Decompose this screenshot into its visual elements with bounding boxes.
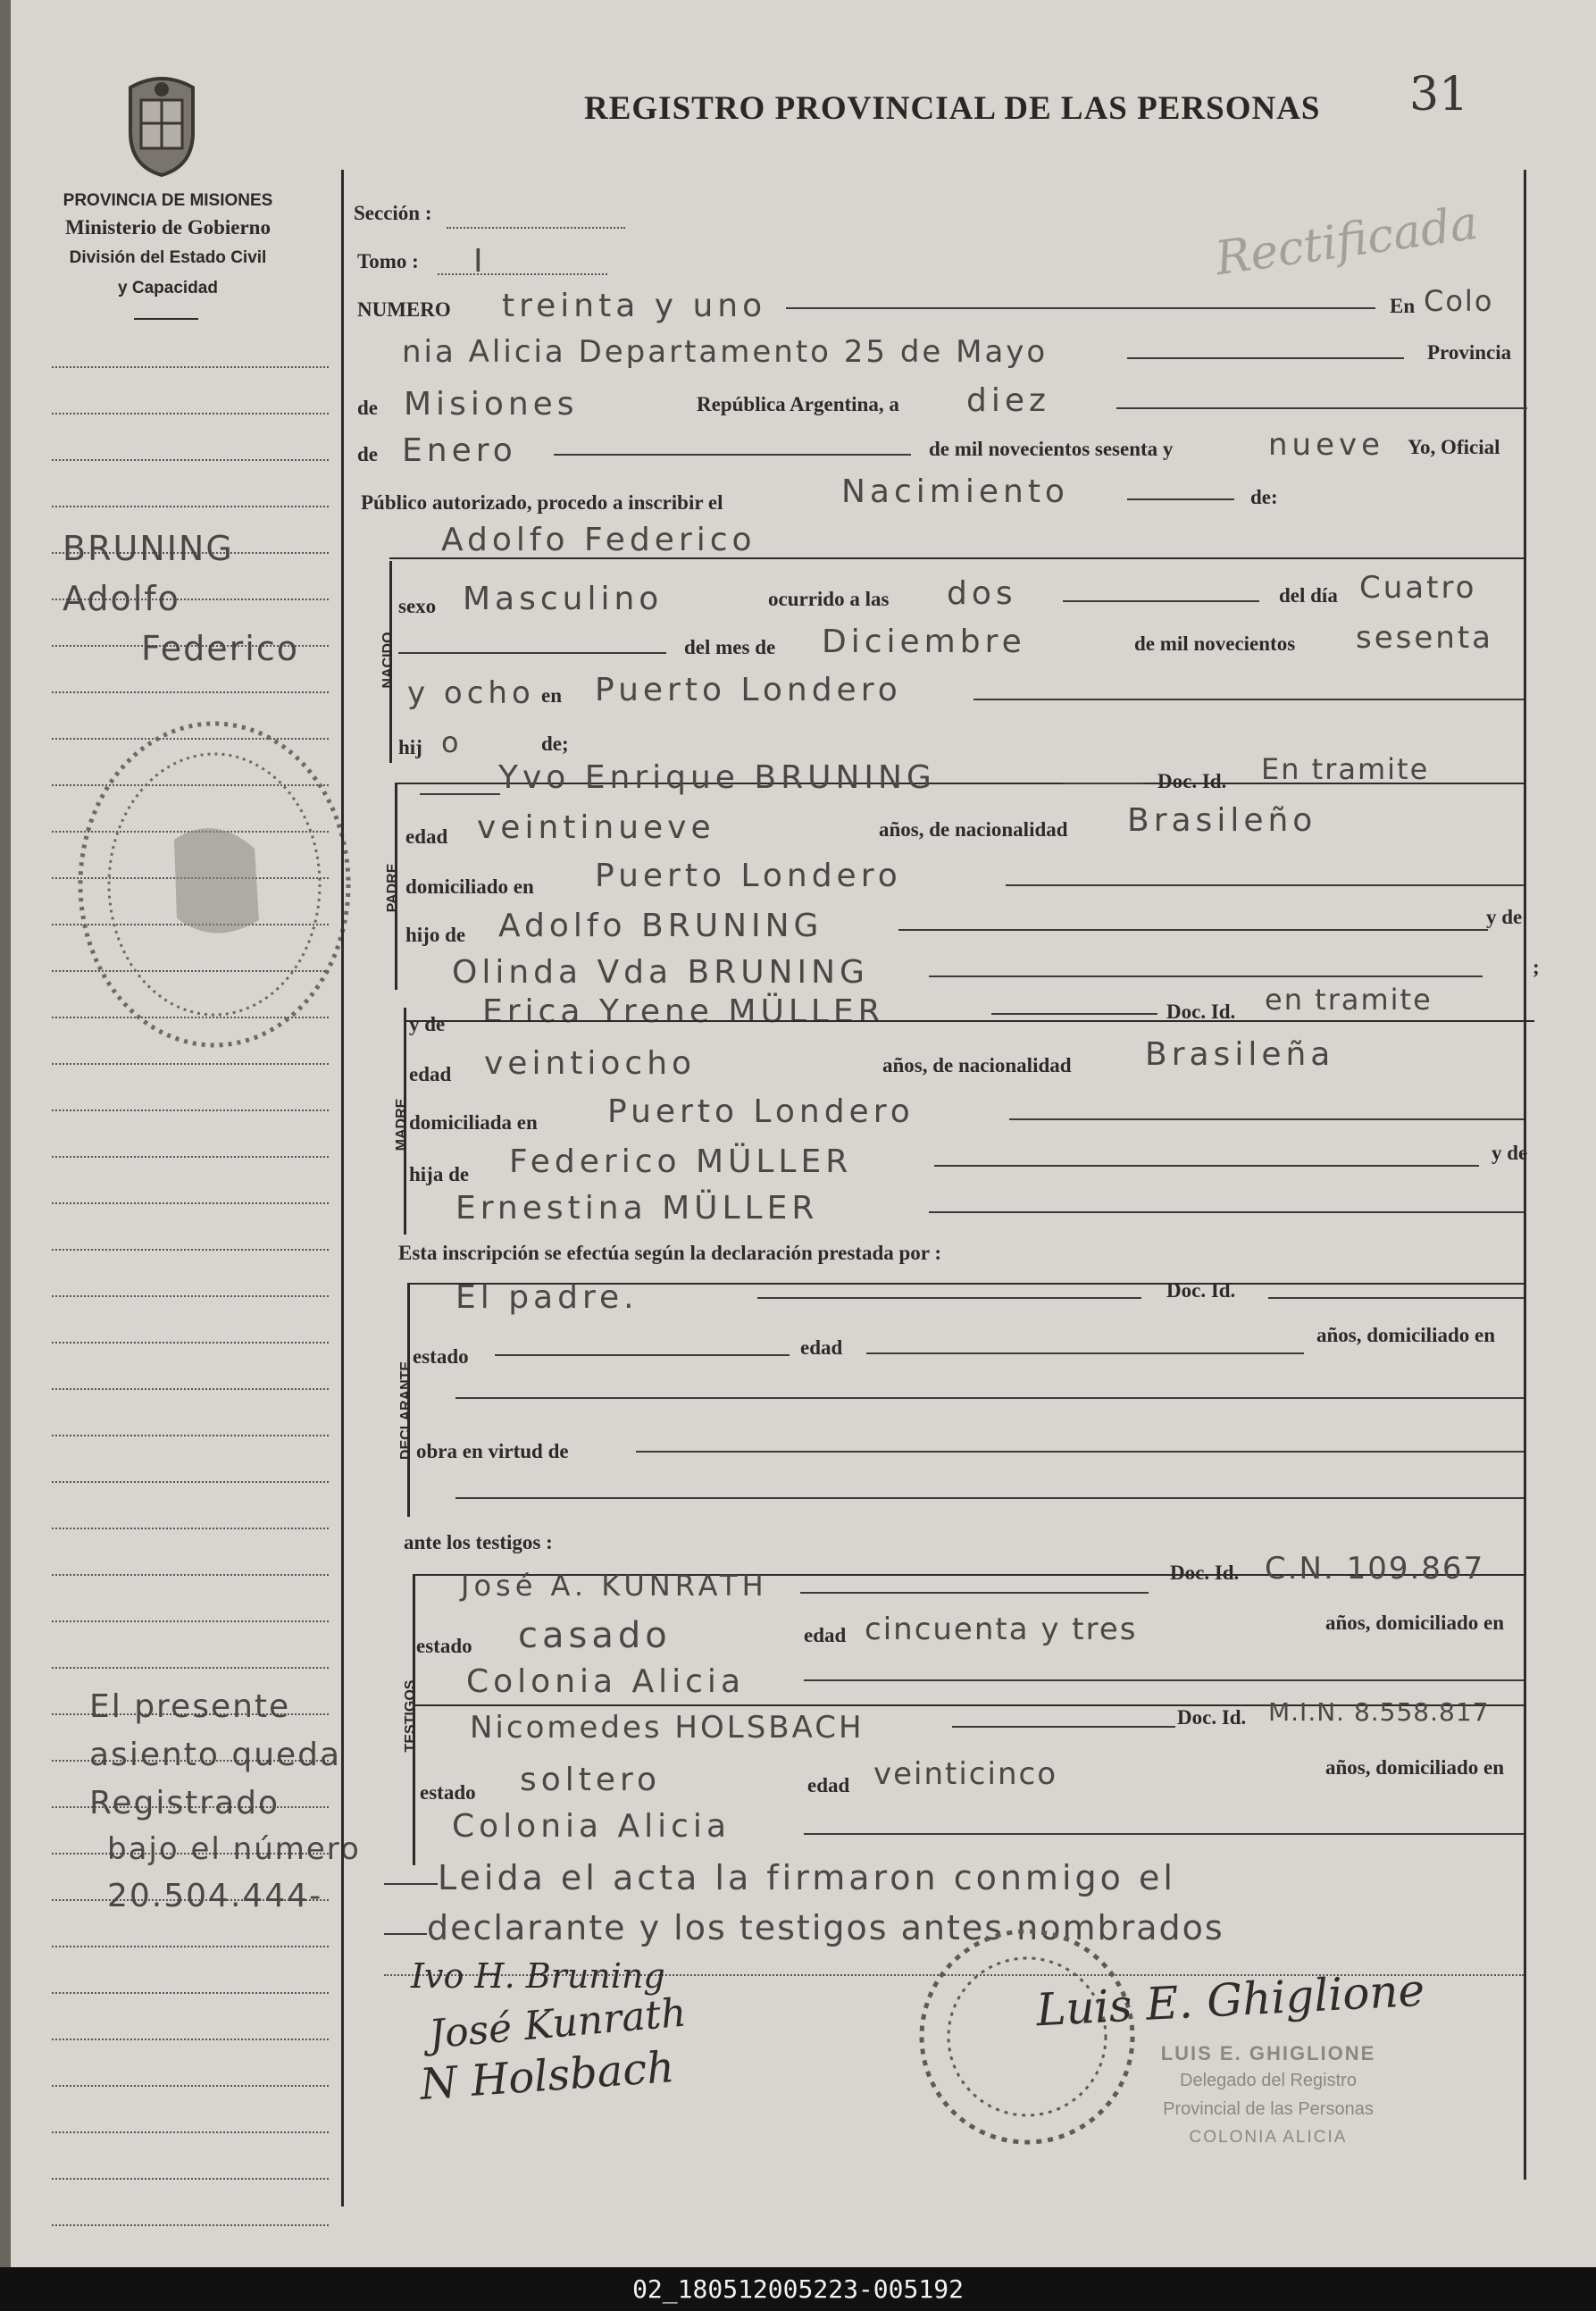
sexo-value: Masculino [463,581,664,617]
numero-label: NUMERO [357,298,451,321]
madre-edad-label: edad [409,1063,452,1085]
anio-value: nueve [1268,427,1385,463]
lugar-value: Puerto Londero [595,672,902,708]
publico-label: Público autorizado, procedo a inscribir el [361,491,723,514]
madre-y-de-label2: y de [1492,1142,1528,1164]
madre-top-line [404,1020,1534,1022]
madre-dom-value: Puerto Londero [607,1093,915,1130]
dia-value: Cuatro [1359,570,1477,606]
fecha-dia-value: diez [966,382,1050,419]
margin-surname: BRUNING [63,529,234,568]
margin-note-line2: asiento queda [89,1737,342,1773]
frame-right-line [1524,170,1526,2180]
oficial-label: Yo, Oficial [1408,436,1500,458]
closing-lead2 [384,1933,427,1935]
testigo1-doc-label: Doc. Id. [1170,1562,1240,1584]
madre-nac-label: años, de nacionalidad [882,1054,1072,1076]
fecha-mes-line [554,454,911,456]
margin-ruled-line [52,1063,329,1065]
image-id-footer: 02_180512005223-005192 [0,2267,1596,2311]
testigo2-dom-line [804,1833,1524,1835]
testigo1-estado-label: estado [416,1635,472,1657]
lugar-line [973,699,1524,700]
sexo-label: sexo [398,595,437,617]
mes-label: del mes de [684,636,776,658]
madre-hija-line [934,1165,1479,1167]
padre-hijo-madre-line [929,975,1483,977]
margin-ruled-line [52,1388,329,1390]
seccion-line [447,227,625,229]
madre-doc-label: Doc. Id. [1166,1001,1236,1023]
coat-of-arms-icon [125,70,198,179]
de-colon: de: [1250,486,1278,508]
padre-edad-label: edad [405,825,448,848]
hij-de-label: de; [541,733,569,755]
nacido-top-line [389,557,1525,559]
official-place-stamp: COLONIA ALICIA [1189,2128,1348,2147]
margin-ruled-line [52,459,329,461]
testigo1-nombre-line [800,1592,1149,1594]
testigos-intro: ante los testigos : [404,1531,553,1553]
declarante-obra-label: obra en virtud de [416,1440,569,1462]
declarante-nombre: El padre. [455,1279,639,1316]
madre-dom-line [1009,1118,1524,1120]
margin-ruled-line [52,1109,329,1111]
hij-value: o [441,725,464,759]
testigo2-nombre-line [952,1726,1175,1728]
declarante-edad-line [866,1352,1304,1354]
testigo1-anos-label: años, domiciliado en [1325,1612,1505,1634]
testigo1-estado-value: casado [518,1615,672,1656]
numero-line [786,307,1375,309]
en-value: Colo [1424,284,1494,318]
margin-ruled-line [52,1946,329,1947]
madre-nombre: Erica Yrene MÜLLER [482,993,885,1030]
tomo-label: Tomo : [357,250,419,272]
signature-declarante: Ivo H. Bruning [411,1956,665,1996]
padre-lead-line [420,793,500,795]
margin-ruled-line [52,1342,329,1344]
closing-line2: declarante y los testigos antes nombrados [427,1908,1224,1947]
de-mes-label: de [357,443,378,465]
madre-hija-padre: Federico MÜLLER [509,1143,853,1180]
testigo2-doc-label: Doc. Id. [1177,1706,1247,1729]
padre-dom-line [1006,884,1524,886]
hora-label: ocurrido a las [768,588,890,610]
margin-ruled-line [52,506,329,507]
margin-ruled-line [52,1481,329,1483]
padre-doc-value: En tramite [1261,752,1430,786]
margin-ruled-line [52,1295,329,1297]
official-seal-stamp [911,1921,1143,2153]
binding-shadow [0,0,11,2267]
margin-ruled-line [52,2224,329,2226]
madre-hija-madre-line [929,1211,1524,1213]
seccion-label: Sección : [354,202,432,224]
mes-value: Diciembre [822,624,1026,660]
testigo2-nombre: Nicomedes HOLSBACH [470,1710,865,1746]
margin-ruled-line [52,1620,329,1622]
padre-nombre-line [1063,783,1143,784]
testigo2-dom-value: Colonia Alicia [452,1808,731,1845]
margin-ruled-line [52,2039,329,2040]
signature-testigo1: José Kunrath [427,1989,689,2058]
padre-doc-label: Doc. Id. [1157,770,1227,792]
testigo2-estado-label: estado [420,1781,476,1804]
margin-ruled-line [52,1528,329,1529]
declarante-anos-label: años, domiciliado en [1316,1324,1496,1346]
declarante-nombre-line [757,1297,1141,1299]
fecha-mes-value: Enero [402,432,517,469]
margin-note-line1: El presente [89,1688,291,1725]
margin-ruled-line [52,1156,329,1158]
testigo2-edad-value: veinticinco [873,1756,1057,1792]
declarante-obra-line [636,1451,1524,1453]
margin-note-line4: bajo el número [107,1831,361,1867]
madre-doc-value: en tramite [1265,983,1433,1017]
page-title: REGISTRO PROVINCIAL DE LAS PERSONAS [584,90,1321,127]
margin-note-line3: Registrado [89,1785,280,1821]
official-name-stamp: LUIS E. GHIGLIONE [1160,2042,1376,2064]
testigo1-dom-line [804,1679,1524,1681]
padre-nac-value: Brasileño [1127,802,1317,839]
place-line [1127,357,1404,359]
page-number: 31 [1409,68,1469,121]
margin-firstname: Adolfo [63,579,180,618]
org-province: PROVINCIA DE MISIONES [63,191,273,210]
dia-label: del día [1279,584,1338,607]
de-label: de [357,397,378,419]
declarante-estado-label: estado [413,1345,469,1368]
padre-dom-value: Puerto Londero [595,858,902,894]
testigo1-dom-value: Colonia Alicia [466,1663,745,1700]
madre-hija-label: hija de [409,1163,470,1185]
republica-label: República Argentina, a [697,393,899,415]
margin-ruled-line [52,1249,329,1251]
madre-hija-madre: Ernestina MÜLLER [455,1190,819,1227]
rectificada-stamp: Rectificada [1212,196,1482,287]
margin-ruled-line [52,413,329,414]
declarante-estado-line [495,1354,790,1356]
margin-ruled-line [52,2131,329,2133]
madre-y-de-label: y de [409,1013,446,1035]
testigo1-edad-value: cincuenta y tres [865,1612,1138,1647]
madre-nombre-line [991,1013,1157,1015]
declarante-intro: Esta inscripción se efectúa según la declaración prestada por : [398,1242,941,1264]
tomo-line [438,273,607,275]
madre-dom-label: domiciliada en [409,1111,538,1134]
declarante-section-label: DECLARANTE [398,1361,414,1461]
fecha-dia-line [1116,407,1527,409]
margin-ruled-line [52,1574,329,1576]
declarante-doc-label: Doc. Id. [1166,1279,1236,1302]
margin-ruled-line [52,1992,329,1994]
hij-label: hij [398,736,422,758]
provincia-label: Provincia [1427,341,1512,364]
testigo2-edad-label: edad [807,1774,850,1796]
nacido-nombre: Adolfo Federico [441,522,756,558]
mes-lead-line [398,652,666,654]
margin-ruled-line [52,691,329,693]
padre-hijo-padre: Adolfo BRUNING [498,908,823,944]
padre-dom-label: domiciliado en [405,875,534,898]
tomo-value: I [473,243,488,280]
padre-edad-value: veintinueve [477,809,715,846]
margin-ruled-line [52,366,329,368]
testigo2-doc-value: M.I.N. 8.558.817 [1268,1697,1490,1727]
declarante-edad-label: edad [800,1336,843,1359]
official-title2-stamp: Provincial de las Personas [1163,2099,1374,2119]
testigo1-doc-value: C.N. 109.867 [1265,1551,1485,1587]
padre-section-label: PADRE [385,863,400,913]
hora-line [1063,600,1259,602]
padre-hijo-line [898,929,1488,931]
en-label: En [1390,295,1416,317]
testigo2-anos-label: años, domiciliado en [1325,1756,1505,1779]
acto-value: Nacimiento [841,473,1069,510]
testigo2-estado-value: soltero [520,1762,662,1798]
frame-left-line [341,170,344,2206]
header-rule [134,318,198,320]
madre-section-label: MADRE [394,1098,409,1151]
testigos-section-label: TESTIGOS [403,1679,418,1753]
margin-middlename: Federico [141,629,299,668]
padre-hijo-label: hijo de [405,924,466,946]
org-capacity: y Capacidad [118,279,218,297]
padre-nombre: Yvo Enrique BRUNING [498,759,936,796]
padre-nac-label: años, de nacionalidad [879,818,1068,841]
padre-hijo-madre: Olinda Vda BRUNING [452,954,869,991]
declarante-dom-line [455,1397,1524,1399]
margin-ruled-line [52,2085,329,2087]
place-value: nia Alicia Departamento 25 de Mayo [402,334,1049,370]
signature-testigo2: N Holsbach [418,2042,676,2110]
nac-anio-label: de mil novecientos [1134,632,1296,655]
closing-line1: Leida el acta la firmaron conmigo el [438,1858,1176,1897]
numero-value: treinta y uno [502,288,767,324]
margin-note-line5: 20.504.444- [107,1878,323,1914]
madre-nac-value: Brasileña [1145,1036,1335,1073]
nacido-section-label: NACIDO [380,632,396,689]
margin-ruled-line [52,2178,329,2180]
closing-lead1 [384,1883,438,1885]
declarante-doc-line [1268,1297,1524,1299]
margin-ruled-line [52,1202,329,1204]
org-ministry: Ministerio de Gobierno [65,216,271,239]
padre-y-de-label: y de [1486,906,1523,928]
testigo1-nombre: José A. KUNRATH [461,1569,768,1603]
lugar-en-label: en [541,684,562,707]
padre-semicolon: ; [1533,956,1540,978]
anio-label: de mil novecientos sesenta y [929,438,1174,460]
official-title-stamp: Delegado del Registro [1180,2071,1357,2090]
nac-anio-value2: y ocho [407,675,535,711]
provincia-value: Misiones [404,386,579,423]
madre-edad-value: veintiocho [484,1045,697,1082]
margin-ruled-line [52,1435,329,1436]
declarante-obra-line2 [455,1497,1524,1499]
acto-line [1127,498,1234,500]
nac-anio-value: sesenta [1356,620,1493,656]
registry-seal-stamp [71,715,357,1054]
hora-value: dos [947,575,1017,612]
signature-official: Luis E. Ghiglione [1034,1964,1426,2037]
margin-ruled-line [52,1667,329,1669]
testigo1-edad-label: edad [804,1624,847,1646]
org-division: División del Estado Civil [69,248,267,267]
